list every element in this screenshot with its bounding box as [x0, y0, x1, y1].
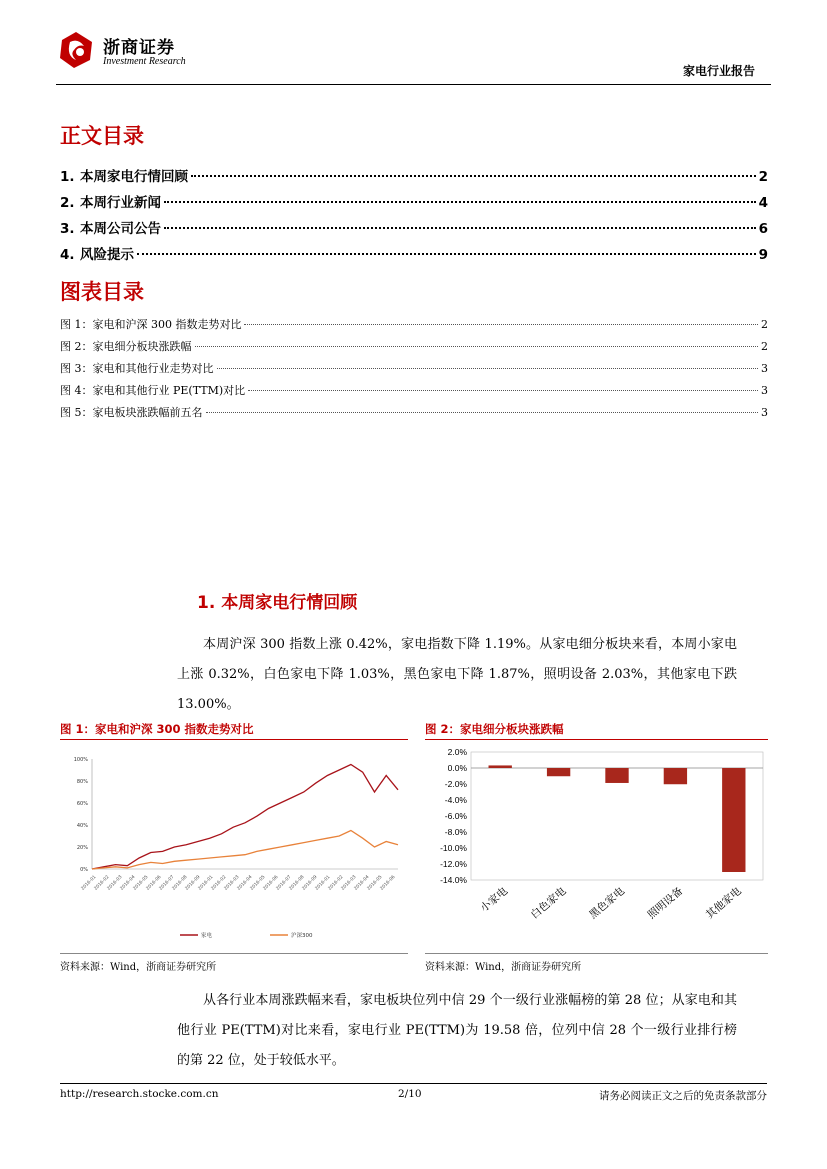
x-tick-label: 2016-03: [340, 874, 358, 892]
toc-heading: 正文目录: [60, 124, 144, 148]
figure-toc-heading: 图表目录: [60, 280, 144, 304]
footer-url[interactable]: http://research.stocke.com.cn: [60, 1088, 219, 1100]
toc-item-num: 1.: [60, 169, 75, 185]
x-tick-label: 2016-03: [223, 874, 241, 892]
figure-toc-item-page: 3: [761, 406, 768, 419]
y-tick-label: -10.0%: [440, 843, 467, 853]
bar: [722, 768, 745, 872]
toc-item-page: 9: [758, 247, 768, 263]
x-tick-label: 2016-08: [171, 874, 189, 892]
x-tick-label: 2016-05: [249, 874, 267, 892]
toc-item-page: 2: [758, 169, 768, 185]
x-tick-label: 2016-02: [210, 874, 228, 892]
x-tick-label: 照明设备: [645, 885, 686, 922]
toc-leader-dots: [195, 346, 759, 347]
series-line-home-appliance: [92, 765, 398, 870]
figure2-source: 资料来源：Wind，浙商证券研究所: [425, 962, 582, 973]
x-tick-label: 2016-04: [236, 874, 254, 892]
report-type: 家电行业报告: [682, 64, 755, 78]
figure1-caption: 图 1：家电和沪深 300 指数走势对比: [60, 722, 254, 736]
x-tick-label: 小家电: [478, 885, 511, 915]
x-tick-label: 2016-02: [93, 874, 111, 892]
figure-toc-item-page: 2: [761, 340, 768, 353]
x-tick-label: 2016-02: [327, 874, 345, 892]
figure2-top-rule: [425, 739, 768, 740]
brand-name-en: Investment Research: [103, 56, 186, 67]
toc-leader-dots: [164, 201, 756, 203]
toc-leader-dots: [191, 175, 756, 177]
toc-item-num: 2.: [60, 195, 75, 211]
toc-item-text: 风险提示: [80, 247, 134, 263]
legend-label: 沪深300: [291, 933, 313, 939]
figure-toc-item-text: 图 4：家电和其他行业 PE(TTM)对比: [60, 384, 246, 397]
x-tick-label: 2016-06: [145, 874, 163, 892]
x-tick-label: 2016-01: [197, 874, 215, 892]
figure-toc-item[interactable]: [60, 338, 768, 354]
figure-toc-item-text: 图 1：家电和沪深 300 指数走势对比: [60, 318, 242, 331]
header-divider: [56, 84, 771, 85]
y-tick-label: 40%: [76, 823, 88, 829]
x-tick-label: 2016-04: [353, 874, 371, 892]
toc-leader-dots: [164, 227, 756, 229]
brand-logo-icon: [56, 30, 96, 70]
toc-item-text: 本周家电行情回顾: [80, 169, 188, 185]
y-tick-label: 0.0%: [447, 763, 467, 773]
toc-item-page: 6: [758, 221, 768, 237]
y-tick-label: 0%: [80, 867, 88, 873]
figure1-top-rule: [60, 739, 408, 740]
figure2-bar-chart: [425, 742, 768, 952]
x-tick-label: 2016-05: [366, 874, 384, 892]
toc-item[interactable]: [60, 243, 768, 263]
section-title: 1. 本周家电行情回顾: [197, 593, 358, 613]
y-tick-label: -2.0%: [444, 779, 467, 789]
figure1-bottom-rule: [60, 953, 408, 954]
toc-leader-dots: [248, 390, 758, 391]
legend-label: 家电: [201, 933, 213, 939]
bar: [605, 768, 628, 783]
toc-item-num: 3.: [60, 221, 75, 237]
x-tick-label: 2016-01: [80, 874, 98, 892]
body-paragraph: 从各行业本周涨跌幅来看，家电板块位列中信 29 个一级行业涨幅榜的第 28 位；从家电和其他行业 PE(TTM)对比来看，家电行业 PE(TTM)为 19.58 倍，位列中信 28 个一级行业排行榜的第 22 位，处于较低水平。: [177, 993, 737, 1068]
toc-item-text: 本周行业新闻: [80, 195, 161, 211]
y-tick-label: 20%: [76, 845, 88, 851]
figure-toc-item-page: 3: [761, 384, 768, 397]
toc-item-text: 本周公司公告: [80, 221, 161, 237]
figure2-caption: 图 2：家电细分板块涨跌幅: [425, 722, 564, 736]
y-tick-label: -4.0%: [444, 795, 467, 805]
x-tick-label: 2016-07: [275, 874, 293, 892]
y-tick-label: 2.0%: [447, 747, 467, 757]
toc-item-page: 4: [758, 195, 768, 211]
body-paragraph: 本周沪深 300 指数上涨 0.42%，家电指数下降 1.19%。从家电细分板块来看，本周小家电上涨 0.32%，白色家电下降 1.03%，黑色家电下降 1.87%，照明设备 2.03%，其他家电下跌 13.00%。: [177, 637, 737, 712]
toc-item-num: 4.: [60, 247, 75, 263]
y-tick-label: 80%: [76, 779, 88, 785]
figure-toc-item-text: 图 2：家电细分板块涨跌幅: [60, 340, 192, 353]
figure-toc-item-page: 3: [761, 362, 768, 375]
toc-leader-dots: [244, 324, 758, 325]
x-tick-label: 2016-03: [106, 874, 124, 892]
footer-page-number: 2/10: [398, 1088, 422, 1100]
x-tick-label: 2016-09: [301, 874, 319, 892]
y-tick-label: -8.0%: [444, 827, 467, 837]
x-tick-label: 黑色家电: [587, 885, 627, 922]
figure-toc-item-text: 图 5：家电板块涨跌幅前五名: [60, 406, 203, 419]
footer-divider: [60, 1083, 767, 1084]
y-tick-label: -12.0%: [440, 859, 467, 869]
y-tick-label: -6.0%: [444, 811, 467, 821]
toc-item[interactable]: [60, 217, 768, 237]
x-tick-label: 2016-06: [379, 874, 397, 892]
toc-leader-dots: [137, 253, 756, 255]
bar: [664, 768, 687, 784]
y-tick-label: -14.0%: [440, 875, 467, 885]
toc-leader-dots: [217, 368, 759, 369]
toc-item[interactable]: [60, 191, 768, 211]
y-tick-label: 100%: [73, 757, 88, 763]
brand-name: 浙商证券: [103, 38, 175, 58]
figure-toc-item[interactable]: [60, 360, 768, 376]
x-tick-label: 2016-05: [132, 874, 150, 892]
x-tick-label: 2016-09: [184, 874, 202, 892]
figure-toc-item[interactable]: [60, 382, 768, 398]
footer-disclaimer: 请务必阅读正文之后的免责条款部分: [599, 1090, 767, 1102]
bar: [489, 765, 512, 768]
x-tick-label: 2016-01: [314, 874, 332, 892]
toc-leader-dots: [206, 412, 759, 413]
x-tick-label: 其他家电: [703, 885, 744, 922]
x-tick-label: 白色家电: [528, 885, 569, 922]
figure2-bottom-rule: [425, 953, 768, 954]
figure1-line-chart: [60, 745, 408, 950]
x-tick-label: 2016-06: [262, 874, 280, 892]
x-tick-label: 2016-04: [119, 874, 137, 892]
figure-toc-item[interactable]: [60, 404, 768, 420]
figure-toc-item-page: 2: [761, 318, 768, 331]
figure-toc-item[interactable]: [60, 316, 768, 332]
bar: [547, 768, 570, 776]
series-line-csi300: [92, 831, 398, 870]
figure-toc-item-text: 图 3：家电和其他行业走势对比: [60, 362, 214, 375]
figure1-source: 资料来源：Wind，浙商证券研究所: [60, 962, 217, 973]
x-tick-label: 2016-08: [288, 874, 306, 892]
x-tick-label: 2016-07: [158, 874, 176, 892]
toc-item[interactable]: [60, 165, 768, 185]
y-tick-label: 60%: [76, 801, 88, 807]
